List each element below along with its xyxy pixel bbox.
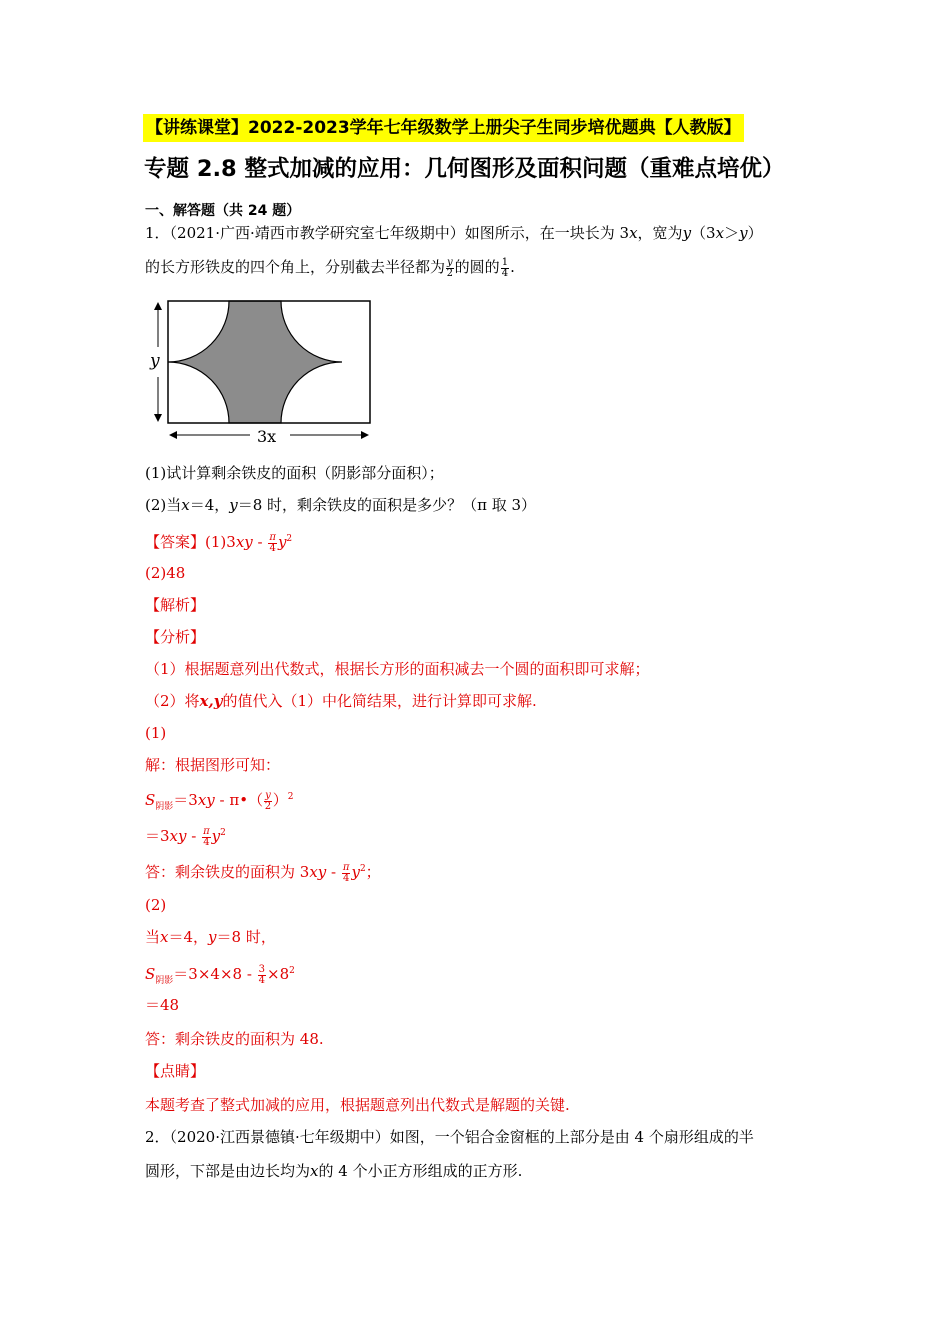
label-y: y	[150, 351, 160, 371]
fraction	[342, 863, 351, 884]
q2-line2	[145, 1160, 522, 1182]
formula-text: ＝4，	[168, 928, 209, 946]
var-xy: xy	[169, 827, 187, 845]
formula-text: ＝3	[145, 827, 170, 845]
doc-banner: 【讲练课堂】2022-2023学年七年级数学上册尖子生同步培优题典【人教版】	[143, 114, 744, 142]
q1-text: ＝4，	[189, 496, 230, 514]
q1-text: ＞	[724, 224, 740, 242]
q2-line1: 2．（2020·江西景德镇·七年级期中）如图，一个铝合金窗框的上部分是由 4 个扇形组成的半	[145, 1128, 754, 1146]
q1-text: ）	[747, 224, 763, 242]
var-y: y	[277, 533, 287, 551]
jiexi-label: 【解析】	[145, 596, 206, 614]
solution-step-4: ＝48	[145, 996, 180, 1014]
var-y: y	[739, 224, 748, 242]
solution-intro: 解：根据图形可知：	[145, 756, 281, 774]
formula-text: 答：剩余铁皮的面积为 3	[145, 863, 310, 881]
answer-2: (2)48	[145, 564, 186, 582]
formula-text: ；	[365, 863, 381, 881]
exponent: 2	[220, 828, 226, 838]
frac-den: 4	[342, 872, 350, 884]
q1-text: 1．（2021·广西·靖西市教学研究室七年级期中）如图所示，在一块长为 3	[145, 224, 630, 242]
fraction	[264, 791, 272, 812]
var-y: y	[211, 827, 221, 845]
formula-text: ＝3	[173, 791, 198, 809]
var-xy: x,y	[199, 692, 223, 710]
section-heading: 一、解答题（共 24 题）	[145, 203, 301, 219]
var-x: x	[310, 1162, 319, 1180]
var-x: x	[629, 224, 638, 242]
frac-den: 4	[501, 267, 509, 279]
fraction	[268, 533, 277, 554]
label-3x: 3x	[257, 427, 277, 446]
analysis-text: 的值代入（1）中化简结果，进行计算即可求解.	[222, 692, 537, 710]
solution-answer-2: 答：剩余铁皮的面积为 48.	[145, 1030, 324, 1048]
q1-text: 的长方形铁皮的四个角上，分别截去半径都为	[145, 258, 446, 276]
formula-text: - π•（	[214, 791, 264, 809]
exponent: 2	[359, 864, 366, 874]
var-y: y	[682, 224, 692, 242]
var-xy: xy	[235, 533, 253, 551]
q1-sub1: (1)试计算剩余铁皮的面积（阴影部分面积）；	[145, 464, 444, 482]
frac-num: π	[342, 861, 350, 873]
subscript: 阴影	[155, 802, 174, 812]
formula-text: ＝8 时，	[216, 928, 276, 946]
q2-text: 的 4 个小正方形组成的正方形.	[318, 1162, 523, 1180]
frac-num: y	[265, 789, 271, 801]
var-y: y	[208, 928, 217, 946]
frac-num: 1	[501, 256, 509, 268]
exponent: 2	[286, 534, 293, 544]
answer-text: -	[252, 533, 268, 551]
formula-text: -	[186, 827, 202, 845]
fraction	[202, 827, 211, 848]
solution-given	[145, 926, 276, 948]
answer-label: 【答案】	[145, 533, 206, 551]
subscript: 阴影	[155, 976, 174, 986]
exponent: 2	[287, 792, 294, 802]
formula-text: ＝3×4×8 -	[173, 965, 257, 983]
var-xy: xy	[309, 863, 327, 881]
solution-step-1	[145, 786, 294, 818]
frac-den: 2	[264, 800, 272, 812]
analysis-2	[145, 690, 537, 712]
q1-sub2	[145, 494, 536, 516]
rectangle-figure	[140, 295, 380, 447]
formula-text: ）	[272, 791, 288, 809]
q1-text: ，宽为	[637, 224, 683, 242]
frac-den: 4	[269, 542, 276, 554]
frac-num: y	[447, 256, 453, 268]
var-x: x	[715, 224, 725, 242]
frac-num: π	[269, 531, 276, 543]
q1-text: .	[510, 258, 515, 276]
var-S: S	[145, 965, 156, 983]
part2-label: (2)	[145, 896, 167, 914]
q1-line1	[145, 222, 763, 244]
comment: 本题考查了整式加减的应用，根据题意列出代数式是解题的关键.	[145, 1096, 570, 1114]
q1-text: （3	[691, 224, 716, 242]
fraction	[446, 258, 454, 279]
frac-den: 4	[203, 836, 210, 848]
q2-text: 圆形，下部是由边长均为	[145, 1162, 311, 1180]
q1-line2	[145, 256, 515, 279]
q1-text: 的圆的	[454, 258, 500, 276]
q1-text: ＝8 时，剩余铁皮的面积是多少？（π 取 3）	[237, 496, 537, 514]
fenxi-label: 【分析】	[145, 628, 206, 646]
dianjing-label: 【点睛】	[145, 1062, 206, 1080]
solution-answer-1	[145, 858, 381, 884]
var-y: y	[229, 496, 238, 514]
var-xy: xy	[197, 791, 215, 809]
frac-den: 2	[446, 267, 454, 279]
var-y: y	[351, 863, 360, 881]
formula-text: 当	[145, 928, 161, 946]
exponent: 2	[289, 966, 295, 976]
answer-text: (1)3	[205, 533, 236, 551]
formula-text: ×8	[267, 965, 290, 983]
analysis-text: （2）将	[145, 692, 200, 710]
frac-num: π	[203, 825, 210, 837]
frac-den: 4	[258, 974, 266, 986]
fraction	[258, 965, 266, 986]
analysis-1: （1）根据题意列出代数式，根据长方形的面积减去一个圆的面积即可求解；	[145, 660, 650, 678]
shaded-region	[168, 301, 342, 423]
q1-text: (2)当	[145, 496, 182, 514]
page-title: 专题 2.8 整式加减的应用：几何图形及面积问题（重难点培优）	[144, 156, 785, 182]
formula-text: -	[326, 863, 341, 881]
var-S: S	[145, 791, 156, 809]
solution-step-2	[145, 822, 226, 848]
var-x: x	[181, 496, 190, 514]
part1-label: (1)	[145, 724, 167, 742]
solution-step-3	[145, 960, 295, 992]
answer-line	[145, 528, 292, 554]
frac-num: 3	[258, 963, 266, 975]
var-x: x	[160, 928, 169, 946]
fraction	[501, 258, 509, 279]
